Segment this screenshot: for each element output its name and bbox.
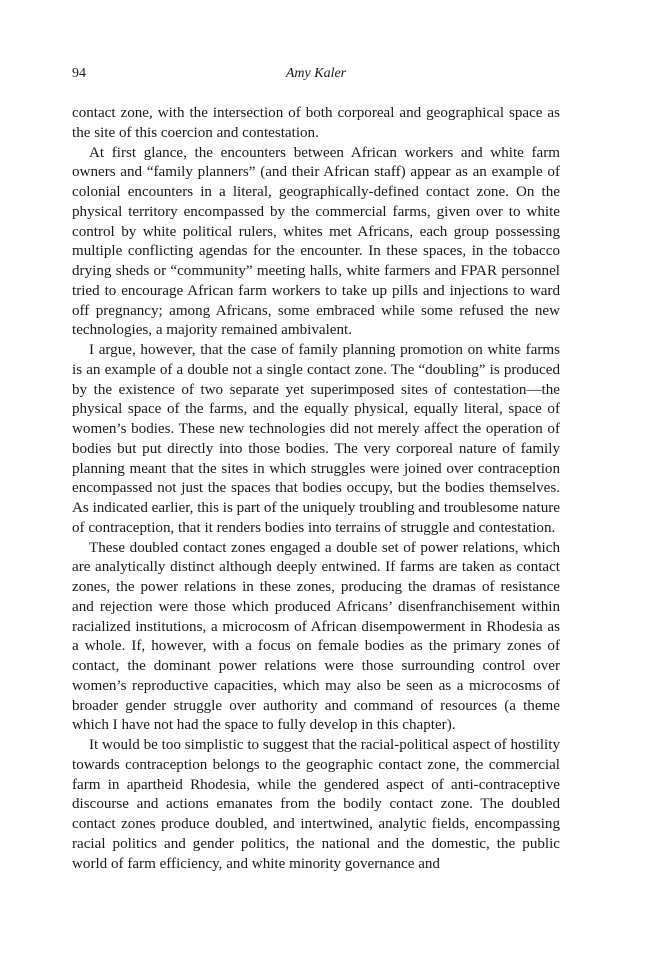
body-text (72, 104, 560, 874)
page-number: 94 (72, 66, 86, 81)
page-header (72, 66, 560, 88)
document-page (72, 66, 560, 874)
paragraph: I argue, however, that the case of family planning promotion on white farms is an example of a double not a single contact zone. The “doubling” is produced by the existence of two separate yet superimposed sites of contestation—the physical space of the farms, and the equally physical, equally literal, space of women’s bodies. These new technologies did not merely affect the operation of bodies but put directly into those bodies. The very corporeal nature of family planning meant that the sites in which struggles were joined over contraception encompassed not just the spaces that bodies occupy, but the bodies themselves. As indicated earlier, this is part of the uniquely troubling and troublesome nature of contraception, that it renders bodies into terrains of struggle and contestation. (72, 342, 560, 536)
paragraph-continuation: contact zone, with the intersection of both corporeal and geographical space as the site of this coercion and contestation. (72, 105, 560, 141)
paragraph: It would be too simplistic to suggest that the racial-political aspect of hostility towards contraception belongs to the geographic contact zone, the commercial farm in apartheid Rhodesia, while the gendered aspect of anti-contraceptive discourse and actions emanates from the bodily contact zone. The doubled contact zones produce doubled, and intertwined, analytic fields, encompassing racial politics and gender politics, the national and the domestic, the public world of farm efficiency, and white minority governance and (72, 737, 560, 872)
paragraph: At first glance, the encounters between African workers and white farm owners and “family planners” (and their African staff) appear as an example of colonial encounters in a literal, geographically-defined contact zone. On the physical territory encompassed by the commercial farms, given over to white control by white political rulers, whites met Africans, each group possessing multiple conflicting agendas for the encounter. In these spaces, in the tobacco drying sheds or “community” meeting halls, white farmers and FPAR personnel tried to encourage African farm workers to take up pills and injections to ward off pregnancy; among Africans, some embraced while some refused the new technologies, a majority remained ambivalent. (72, 144, 560, 339)
paragraph: These doubled contact zones engaged a double set of power relations, which are analytically distinct although deeply entwined. If farms are taken as contact zones, the power relations in these zones, producing the dramas of resistance and rejection were those which produced Africans’ disenfranchisement within racialized institutions, a microcosm of African disempowerment in Rhodesia as a whole. If, however, with a focus on female bodies as the primary zones of contact, the dominant power relations were those surrounding control over women’s reproductive capacities, which may also be seen as a microcosms of broader gender struggle over authority and command of resources (a theme which I have not had the space to fully develop in this chapter). (72, 539, 560, 734)
running-head-author: Amy Kaler (285, 66, 347, 81)
